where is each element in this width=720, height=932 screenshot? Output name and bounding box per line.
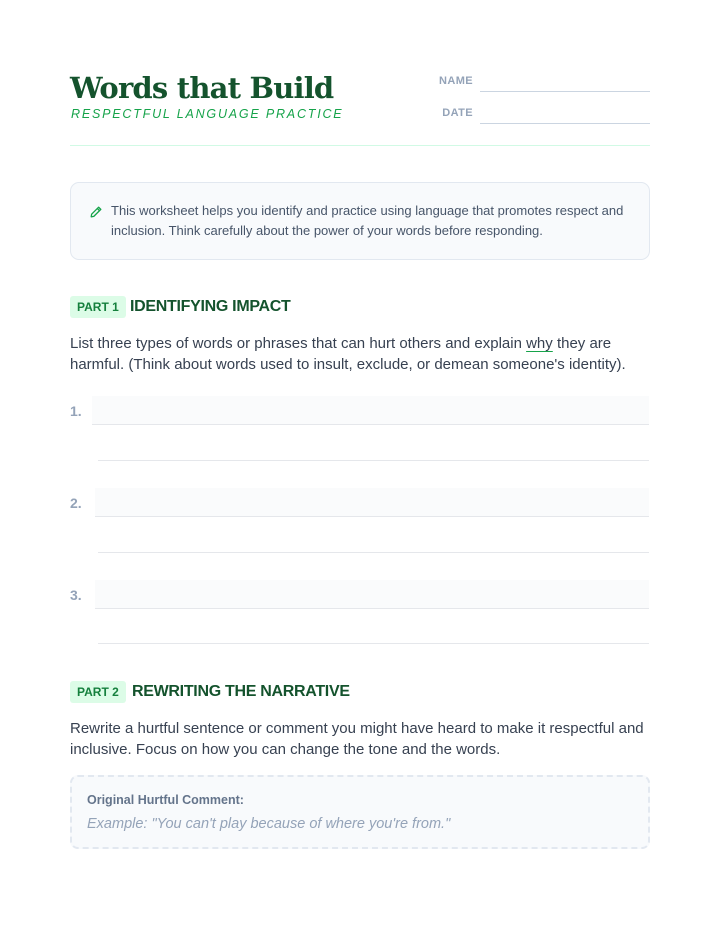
answer-2-field[interactable] [95,488,649,517]
name-field[interactable] [480,91,650,92]
part1-badge: PART 1 [70,296,126,318]
answer-2-line[interactable] [98,552,649,553]
date-field[interactable] [480,123,650,124]
part1-prompt [70,333,655,375]
part1-prompt-text: List three types of words or phrases that can hurt others and explain [70,335,527,352]
worksheet-subtitle: RESPECTFUL LANGUAGE PRACTICE [71,107,344,121]
answer-3-line[interactable] [98,643,649,644]
part2-title: REWRITING THE NARRATIVE [132,683,350,700]
answer-number: 3. [70,587,82,603]
header-divider [70,145,650,146]
answer-number: 1. [70,403,82,419]
worksheet-header [70,70,650,130]
part2-prompt: Rewrite a hurtful sentence or comment you might have heard to make it respectful and inclusive. Focus on how you can change the tone and the words. [70,720,644,758]
intro-callout [70,182,650,260]
worksheet-title: Words that Build [70,71,334,105]
answer-1-field[interactable] [92,396,649,425]
part1-prompt-text-end: they are harmful. (Think about words used to insult, exclude, or demean someone's identity). [70,335,626,373]
answer-1-line[interactable] [98,460,649,461]
original-comment-label: Original Hurtful Comment: [87,793,244,807]
part2-badge: PART 2 [70,681,126,703]
date-label: DATE [442,107,473,119]
part1-title: IDENTIFYING IMPACT [130,298,291,315]
original-comment-example: Example: "You can't play because of where you're from." [87,816,451,832]
intro-text: This worksheet helps you identify and practice using language that promotes respect and inclusion. Think carefully about the power of your words before responding. [111,203,624,238]
answer-number: 2. [70,495,82,511]
answer-3-field[interactable] [95,580,649,609]
name-label: NAME [439,75,473,87]
part1-prompt-emphasis: why [526,335,553,352]
pencil-icon [89,205,103,219]
original-comment-box[interactable] [70,775,650,849]
